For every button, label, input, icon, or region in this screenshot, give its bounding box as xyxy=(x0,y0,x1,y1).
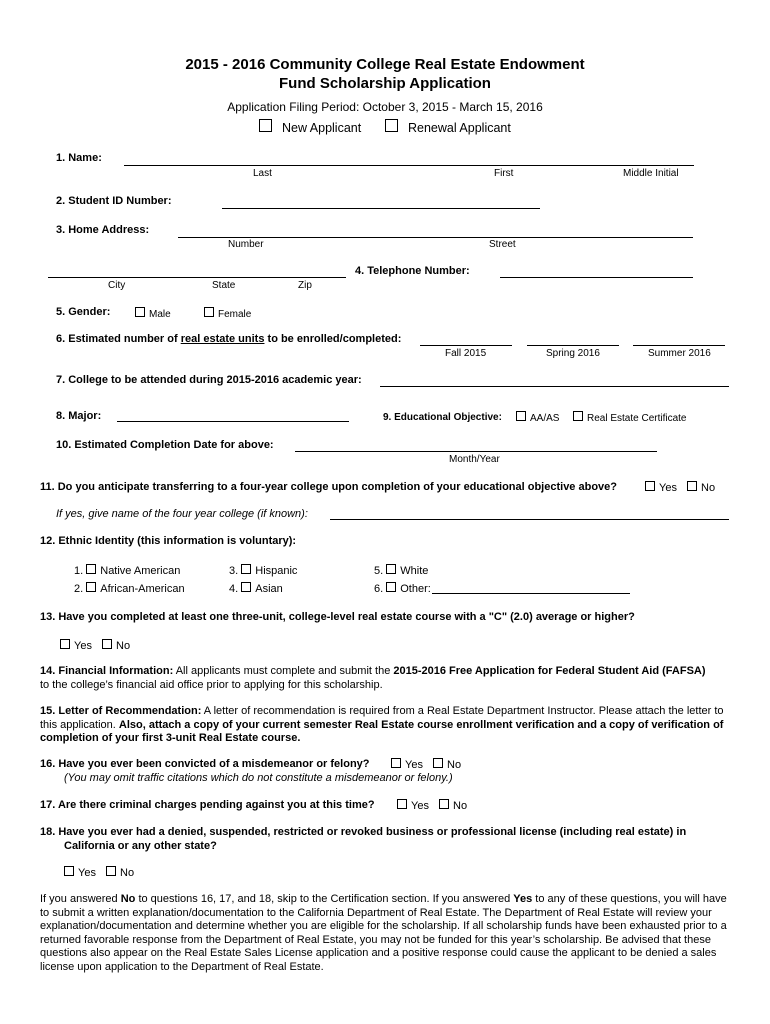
q11-yes-option[interactable] xyxy=(645,481,677,494)
q11-no-option[interactable] xyxy=(687,481,715,494)
ethnic-5-num: 5. xyxy=(374,565,384,577)
aa-checkbox[interactable] xyxy=(516,411,526,421)
q17-no-option[interactable] xyxy=(439,799,467,812)
ethnic-2-num: 2. xyxy=(74,583,84,595)
fall-units-field-line[interactable] xyxy=(420,345,512,346)
completion-date-field-line[interactable] xyxy=(295,451,657,452)
ethnic-5-label: White xyxy=(400,565,429,577)
q15-recommendation xyxy=(40,705,730,746)
q11-no-checkbox[interactable] xyxy=(687,481,697,491)
q11-followup-label: If yes, give name of the four year college (if known): xyxy=(56,508,308,520)
spring-units-field-line[interactable] xyxy=(527,345,619,346)
ethnic-other-field-line[interactable] xyxy=(432,593,630,594)
q16-yes-label: Yes xyxy=(405,759,423,771)
cert-label: Real Estate Certificate xyxy=(587,413,687,424)
q16-no-option[interactable] xyxy=(433,758,461,771)
ethnic-1-num: 1. xyxy=(74,565,84,577)
ethnic-3-checkbox[interactable] xyxy=(241,564,251,574)
q16-no-checkbox[interactable] xyxy=(433,758,443,768)
male-label: Male xyxy=(149,309,171,320)
gender-female-option[interactable] xyxy=(204,307,251,320)
q15-text1: A letter of recommendation is required from a Real Estate Department Instructor. Please attach the letter to this application. xyxy=(40,705,724,731)
q11-transfer-label: 11. Do you anticipate transferring to a four-year college upon completion of your educational objective above? xyxy=(40,481,617,493)
q3-home-address-label: 3. Home Address: xyxy=(56,224,150,236)
cert-checkbox[interactable] xyxy=(573,411,583,421)
q10-completion-date-label: 10. Estimated Completion Date for above: xyxy=(56,439,274,451)
ethnic-option-4[interactable] xyxy=(229,582,283,595)
q13-course-label: 13. Have you completed at least one three-unit, college-level real estate course with a "C" (2.0) average or higher? xyxy=(40,611,635,623)
address-state-caption: State xyxy=(212,280,236,291)
q16-misdemeanor-label: 16. Have you ever been convicted of a misdemeanor or felony? xyxy=(40,758,370,770)
q12-ethnic-label: 12. Ethnic Identity (this information is voluntary): xyxy=(40,535,297,547)
ethnic-6-num: 6. xyxy=(374,583,384,595)
filing-period: Application Filing Period: October 3, 2015 - March 15, 2016 xyxy=(227,100,543,114)
student-id-field-line[interactable] xyxy=(222,208,540,209)
name-field-line[interactable] xyxy=(124,165,694,166)
ethnic-1-label: Native American xyxy=(100,565,181,577)
q9-objective-label: 9. Educational Objective: xyxy=(383,412,502,423)
ethnic-3-num: 3. xyxy=(229,565,239,577)
address-number-caption: Number xyxy=(228,239,264,250)
q16-no-label: No xyxy=(447,759,462,771)
name-first-caption: First xyxy=(494,168,514,179)
q6-label-underlined: real estate units xyxy=(180,333,265,345)
ethnic-6-label: Other: xyxy=(400,583,431,595)
q16-yes-option[interactable] xyxy=(391,758,423,771)
ethnic-3-label: Hispanic xyxy=(255,565,298,577)
ethnic-option-2[interactable] xyxy=(74,582,185,595)
ethnic-5-checkbox[interactable] xyxy=(386,564,396,574)
address-city-caption: City xyxy=(108,280,126,291)
q15-bold: Also, attach a copy of your current semester Real Estate course enrollment verification and a copy of verification of completion of your first 3-unit Real Estate course. xyxy=(40,718,724,744)
ethnic-2-label: African-American xyxy=(100,583,185,595)
q14-financial-info xyxy=(40,665,730,692)
ethnic-2-checkbox[interactable] xyxy=(86,582,96,592)
city-state-zip-field-line[interactable] xyxy=(48,277,346,278)
q16-yes-checkbox[interactable] xyxy=(391,758,401,768)
summer-units-field-line[interactable] xyxy=(633,345,725,346)
ethnic-option-1[interactable] xyxy=(74,564,180,577)
q13-yes-label: Yes xyxy=(74,640,92,652)
footer-t2: to questions 16, 17, and 18, skip to the Certification section. If you answered xyxy=(135,893,514,905)
q6-units-label xyxy=(56,333,401,345)
q13-no-option[interactable] xyxy=(102,639,130,652)
q15-label: 15. Letter of Recommendation: xyxy=(40,705,202,717)
q13-no-checkbox[interactable] xyxy=(102,639,112,649)
q11-yes-label: Yes xyxy=(659,482,677,494)
q17-yes-checkbox[interactable] xyxy=(397,799,407,809)
female-checkbox[interactable] xyxy=(204,307,214,317)
q17-no-checkbox[interactable] xyxy=(439,799,449,809)
address-zip-caption: Zip xyxy=(298,280,312,291)
q13-yes-checkbox[interactable] xyxy=(60,639,70,649)
q18-yes-checkbox[interactable] xyxy=(64,866,74,876)
q18-yes-option[interactable] xyxy=(64,866,96,879)
month-year-caption: Month/Year xyxy=(449,454,500,465)
q8-major-label: 8. Major: xyxy=(56,410,102,422)
disclosure-paragraph xyxy=(40,893,730,974)
name-last-caption: Last xyxy=(253,168,272,179)
q13-no-label: No xyxy=(116,640,131,652)
footer-t1: If you answered xyxy=(40,893,121,905)
q18-license-label-line2: California or any other state? xyxy=(64,840,217,852)
renewal-applicant-checkbox[interactable] xyxy=(385,119,398,132)
footer-no-word: No xyxy=(120,893,136,905)
q1-name-label: 1. Name: xyxy=(56,152,102,164)
objective-cert-option[interactable] xyxy=(573,411,687,424)
aa-label: AA/AS xyxy=(530,413,560,424)
spring-caption: Spring 2016 xyxy=(546,348,600,359)
new-applicant-checkbox[interactable] xyxy=(259,119,272,132)
q6-label-pre: 6. Estimated number of xyxy=(56,333,181,345)
ethnic-4-label: Asian xyxy=(255,583,283,595)
q14-label: 14. Financial Information: xyxy=(40,665,174,677)
q7-college-label: 7. College to be attended during 2015-2016 academic year: xyxy=(56,374,362,386)
ethnic-6-checkbox[interactable] xyxy=(386,582,396,592)
q17-yes-option[interactable] xyxy=(397,799,429,812)
objective-aa-option[interactable] xyxy=(516,411,559,424)
name-middle-caption: Middle Initial xyxy=(623,168,679,179)
address-street-caption: Street xyxy=(489,239,516,250)
renewal-applicant-label: Renewal Applicant xyxy=(408,121,511,135)
ethnic-option-6[interactable] xyxy=(374,582,431,595)
ethnic-4-checkbox[interactable] xyxy=(241,582,251,592)
q18-no-label: No xyxy=(120,867,135,879)
q11-yes-checkbox[interactable] xyxy=(645,481,655,491)
gender-male-option[interactable] xyxy=(135,307,171,320)
q4-telephone-label: 4. Telephone Number: xyxy=(355,265,470,277)
female-label: Female xyxy=(218,309,252,320)
q18-yes-label: Yes xyxy=(78,867,96,879)
q14-text1: All applicants must complete and submit the xyxy=(173,665,394,677)
q18-license-label-line1: 18. Have you ever had a denied, suspended, restricted or revoked business or professional license (including real estate) in xyxy=(40,826,687,838)
q14-text2: to the college’s financial aid office prior to applying for this scholarship. xyxy=(40,678,383,691)
form-title-line1: 2015 - 2016 Community College Real Estate Endowment xyxy=(185,56,585,73)
q14-fafsa: 2015-2016 Free Application for Federal Student Aid (FAFSA) xyxy=(393,665,706,677)
form-title-line2: Fund Scholarship Application xyxy=(279,75,491,92)
four-year-college-field-line[interactable] xyxy=(330,519,729,520)
ethnic-option-5[interactable] xyxy=(374,564,428,577)
q17-yes-label: Yes xyxy=(411,800,429,812)
q2-student-id-label: 2. Student ID Number: xyxy=(56,195,172,207)
address-field-line[interactable] xyxy=(178,237,693,238)
ethnic-option-3[interactable] xyxy=(229,564,297,577)
summer-caption: Summer 2016 xyxy=(648,348,711,359)
major-field-line[interactable] xyxy=(117,421,349,422)
college-field-line[interactable] xyxy=(380,386,729,387)
q13-yes-option[interactable] xyxy=(60,639,92,652)
q18-no-option[interactable] xyxy=(106,866,134,879)
footer-t3: to any of these questions, you will have to submit a written explanation/documentation to the California Department of Real Estate. The Department of Real Estate will review your explanation/documentation and determine whether you are eligible for the scholarship. If all scholarship funds have been exhausted prior to a returned favorable response from the Department of Real Estate, you may not be funded for this year’s scholarship. Be advised that these questions also appear on the Real Estate Sales License application and a positive response could cause the applicant to be denied a sales license upon application to the Department of Real Estate. xyxy=(40,893,727,973)
telephone-field-line[interactable] xyxy=(500,277,693,278)
footer-yes-word: Yes xyxy=(513,893,533,905)
ethnic-4-num: 4. xyxy=(229,583,239,595)
q5-gender-label: 5. Gender: xyxy=(56,306,111,318)
ethnic-1-checkbox[interactable] xyxy=(86,564,96,574)
new-applicant-label: New Applicant xyxy=(282,121,362,135)
q17-charges-label: 17. Are there criminal charges pending against you at this time? xyxy=(40,799,375,811)
q17-no-label: No xyxy=(453,800,468,812)
q18-no-checkbox[interactable] xyxy=(106,866,116,876)
q6-label-post: to be enrolled/completed: xyxy=(264,333,402,345)
q11-no-label: No xyxy=(701,482,716,494)
q16-note: (You may omit traffic citations which do not constitute a misdemeanor or felony.) xyxy=(64,772,453,784)
male-checkbox[interactable] xyxy=(135,307,145,317)
fall-caption: Fall 2015 xyxy=(445,348,487,359)
